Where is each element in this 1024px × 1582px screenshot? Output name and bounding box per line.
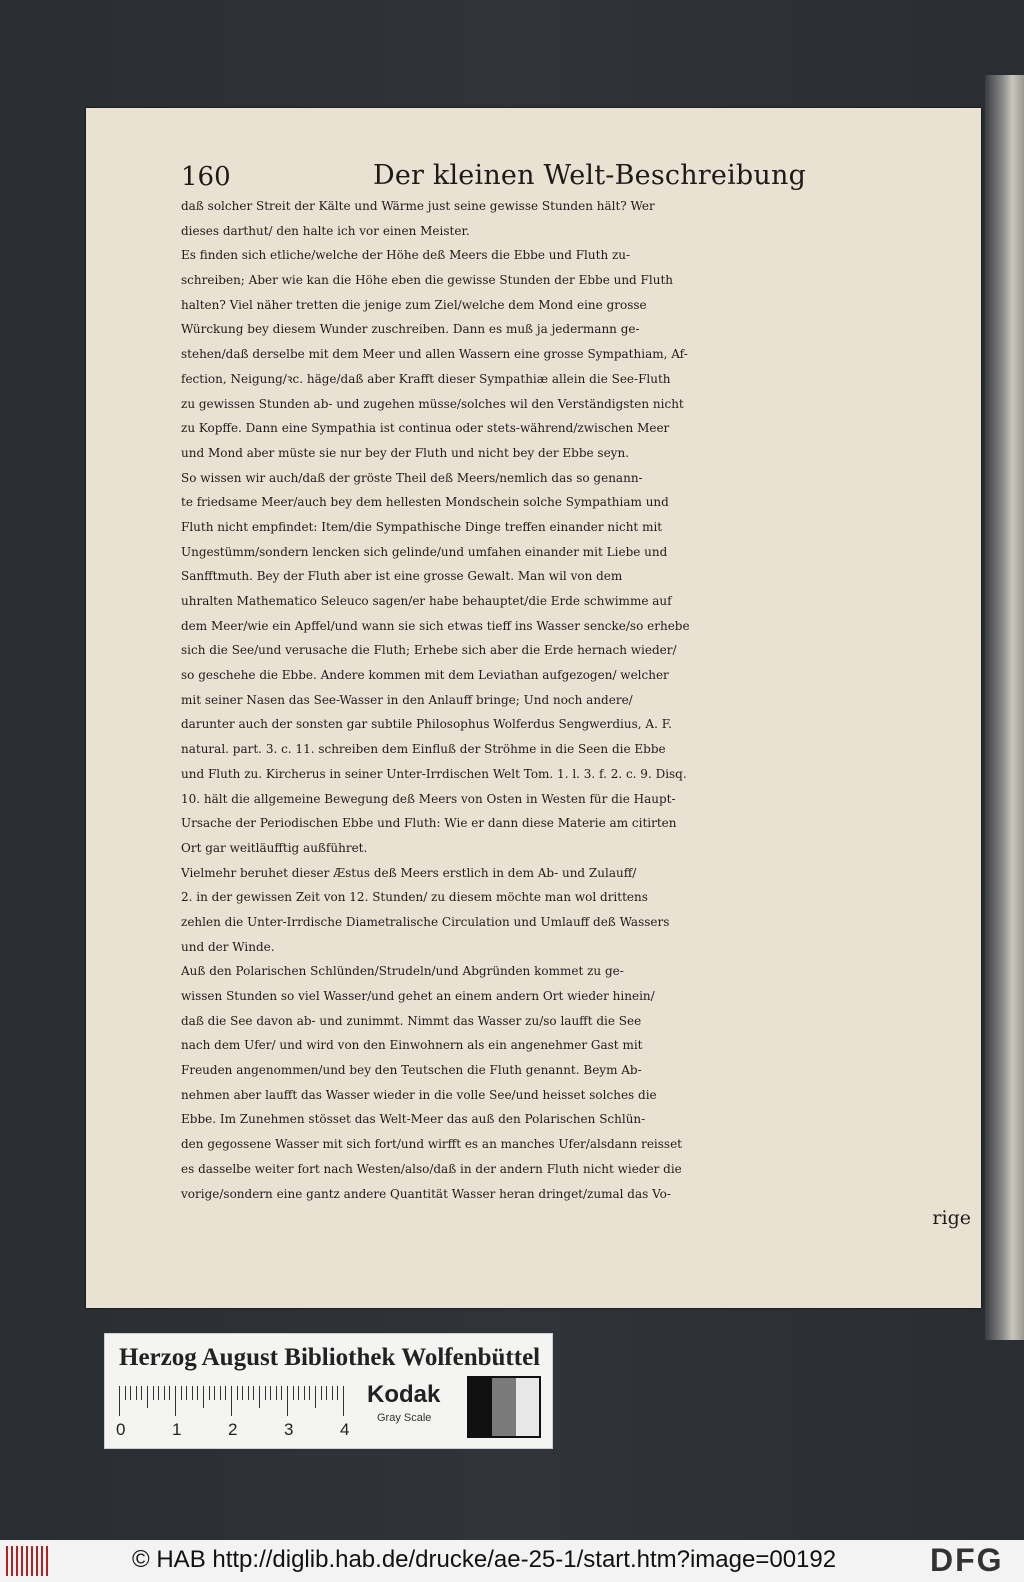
color-calibration-card [104, 1333, 553, 1449]
ruler-tick [147, 1386, 148, 1408]
text-line: Es finden sich etliche/welche der Höhe deß Meers die Ebbe und Fluth zu- [181, 248, 631, 263]
ruler-tick [309, 1386, 310, 1400]
page-number: 160 [181, 162, 231, 192]
text-line: schreiben; Aber wie kan die Höhe eben die gewisse Stunden der Ebbe und Fluth [181, 273, 673, 288]
text-line: 2. in der gewissen Zeit von 12. Stunden/ zu diesem möchte man wol drittens [181, 890, 648, 905]
ruler-tick [265, 1386, 266, 1400]
ruler-number: 0 [116, 1420, 126, 1439]
ruler-tick [332, 1386, 333, 1400]
text-line: Ebbe. Im Zunehmen stösset das Welt-Meer das auß den Polarischen Schlün- [181, 1112, 646, 1127]
ruler-tick [209, 1386, 210, 1400]
text-line: zehlen die Unter-Irrdische Diametralische Circulation und Umlauff deß Wassers [181, 914, 670, 929]
ruler-tick [125, 1386, 126, 1400]
text-line: So wissen wir auch/daß der gröste Theil deß Meers/nemlich das so genann- [181, 470, 643, 485]
gray-patch [516, 1378, 539, 1436]
ruler-tick [220, 1386, 221, 1400]
text-line: Ungestümm/sondern lencken sich gelinde/und umfahen einander mit Liebe und [181, 544, 668, 559]
ruler-tick [259, 1386, 260, 1408]
ruler-tick [242, 1386, 243, 1400]
text-line: Freuden angenommen/und bey den Teutschen die Fluth genannt. Beym Ab- [181, 1063, 642, 1078]
dfg-logo: DFG [930, 1542, 1004, 1578]
ruler-tick [293, 1386, 294, 1400]
catchword: rige [932, 1207, 971, 1230]
text-line: Ursache der Periodischen Ebbe und Fluth: Wie er dann diese Materie am citirten [181, 816, 677, 831]
ruler-tick [175, 1386, 176, 1416]
library-name: Herzog August Bibliothek Wolfenbüttel [119, 1344, 541, 1371]
text-line: den gegossene Wasser mit sich fort/und wirfft es an manches Ufer/alsdann reisset [181, 1137, 682, 1152]
ruler-tick [203, 1386, 204, 1408]
ruler-tick [225, 1386, 226, 1400]
text-line: nach dem Ufer/ und wird von den Einwohnern als ein angenehmer Gast mit [181, 1038, 643, 1053]
text-line: uhralten Mathematico Seleuco sagen/er habe behauptet/die Erde schwimme auf [181, 594, 672, 608]
ruler-tick [276, 1386, 277, 1400]
text-line: dem Meer/wie ein Apffel/und wann sie sich etwas tieff ins Wasser sencke/so erhebe [181, 618, 690, 633]
ruler-tick [281, 1386, 282, 1400]
ruler-number: 2 [228, 1420, 238, 1439]
text-line: so geschehe die Ebbe. Andere kommen mit dem Leviathan aufgezogen/ welcher [181, 668, 669, 683]
ruler-tick [197, 1386, 198, 1400]
gray-patch [469, 1378, 492, 1436]
text-line: Sanfftmuth. Bey der Fluth aber ist eine grosse Gewalt. Man wil von dem [181, 569, 623, 584]
text-line: und Fluth zu. Kircherus in seiner Unter-Irrdischen Welt Tom. 1. l. 3. f. 2. c. 9. Disq. [181, 766, 687, 781]
ruler-tick [181, 1386, 182, 1400]
ruler-number: 3 [284, 1420, 294, 1439]
hab-logo-icon [6, 1546, 48, 1576]
ruler-tick [186, 1386, 187, 1400]
footer-credit-link[interactable]: © HAB http://diglib.hab.de/drucke/ae-25-1/start.htm?image=00192 [132, 1546, 837, 1573]
text-line: stehen/daß derselbe mit dem Meer und allen Wassern eine grosse Sympathiam, Af- [181, 347, 688, 362]
ruler-tick [169, 1386, 170, 1400]
text-line: dieses darthut/ den halte ich vor einen Meister. [181, 223, 470, 238]
ruler-tick [248, 1386, 249, 1400]
text-line: mit seiner Nasen das See-Wasser in den Anlauff bringe; Und noch andere/ [181, 692, 633, 707]
text-line: zu gewissen Stunden ab- und zugehen müsse/solches wil den Verständigsten nicht [181, 396, 684, 411]
kodak-logo: Kodak [367, 1381, 441, 1408]
page-text-block [181, 158, 971, 1308]
ruler-tick [287, 1386, 288, 1416]
ruler-tick [343, 1386, 344, 1416]
ruler-tick [136, 1386, 137, 1400]
ruler-tick [214, 1386, 215, 1400]
text-line: vorige/sondern eine gantz andere Quantität Wasser heran dringet/zumal das Vo- [181, 1186, 671, 1201]
text-line: Ort gar weitläufftig außführet. [181, 840, 368, 855]
ruler-tick [192, 1386, 193, 1400]
text-line: zu Kopffe. Dann eine Sympathia ist continua oder stets-während/zwischen Meer [181, 421, 670, 436]
ruler-tick [141, 1386, 142, 1400]
text-line: daß die See davon ab- und zunimmt. Nimmt das Wasser zu/so laufft die See [181, 1013, 642, 1028]
ruler-tick [237, 1386, 238, 1400]
ruler-tick [130, 1386, 131, 1400]
book-page [86, 108, 981, 1308]
ruler-tick [164, 1386, 165, 1400]
ruler-tick [119, 1386, 120, 1416]
text-line: sich die See/und verusache die Fluth; Erhebe sich aber die Erde hernach wieder/ [181, 643, 677, 658]
gray-scale-patches [467, 1376, 541, 1438]
gray-patch [492, 1378, 515, 1436]
text-line: darunter auch der sonsten gar subtile Philosophus Wolferdus Sengwerdius, A. F. [181, 717, 672, 732]
ruler-number: 1 [172, 1420, 182, 1439]
ruler-tick [153, 1386, 154, 1400]
text-line: te friedsame Meer/auch bey dem hellesten Mondschein solche Sympathiam und [181, 495, 669, 510]
ruler-tick [231, 1386, 232, 1416]
running-title: Der kleinen Welt-Beschreibung [373, 160, 807, 191]
text-line: nehmen aber laufft das Wasser wieder in die volle See/und heisset solches die [181, 1087, 657, 1102]
text-line: 10. hält die allgemeine Bewegung deß Meers von Osten in Westen für die Haupt- [181, 791, 676, 806]
page-header [181, 158, 971, 194]
ruler-tick [270, 1386, 271, 1400]
text-line: fection, Neigung/ꝛc. häge/daß aber Krafft dieser Sympathiæ allein die See-Fluth [181, 371, 671, 386]
text-line: Auß den Polarischen Schlünden/Strudeln/und Abgründen kommet zu ge- [181, 964, 624, 979]
text-line: natural. part. 3. c. 11. schreiben dem Einfluß der Ströhme in die Seen die Ebbe [181, 742, 666, 757]
text-line: es dasselbe weiter fort nach Westen/also/daß in der andern Fluth nicht wieder die [181, 1161, 682, 1176]
ruler-tick [158, 1386, 159, 1400]
text-line: daß solcher Streit der Kälte und Wärme just seine gewisse Stunden hält? Wer [181, 199, 655, 213]
footer-bar [0, 1540, 1024, 1582]
ruler-tick [326, 1386, 327, 1400]
gray-scale-label: Gray Scale [377, 1412, 432, 1424]
ruler-tick [298, 1386, 299, 1400]
text-line: Fluth nicht empfindet: Item/die Sympathische Dinge treffen einander nicht mit [181, 519, 663, 534]
text-line: halten? Viel näher tretten die jenige zum Ziel/welche dem Mond eine grosse [181, 297, 647, 312]
body-text [181, 194, 971, 1206]
ruler-number: 4 [340, 1420, 350, 1439]
text-line: wissen Stunden so viel Wasser/und gehet an einem andern Ort wieder hinein/ [181, 989, 655, 1003]
ruler-tick [337, 1386, 338, 1400]
ruler-tick [304, 1386, 305, 1400]
text-line: und Mond aber müste sie nur bey der Fluth und nicht bey der Ebbe seyn. [181, 445, 630, 460]
ruler-tick [253, 1386, 254, 1400]
text-line: und der Winde. [181, 939, 275, 954]
ruler-tick [321, 1386, 322, 1400]
ruler-tick [315, 1386, 316, 1408]
text-line: Vielmehr beruhet dieser Æstus deß Meers erstlich in dem Ab- und Zulauff/ [181, 865, 637, 880]
facing-page-edge [985, 75, 1024, 1340]
text-line: Würckung bey diesem Wunder zuschreiben. Dann es muß ja jedermann ge- [181, 322, 640, 337]
